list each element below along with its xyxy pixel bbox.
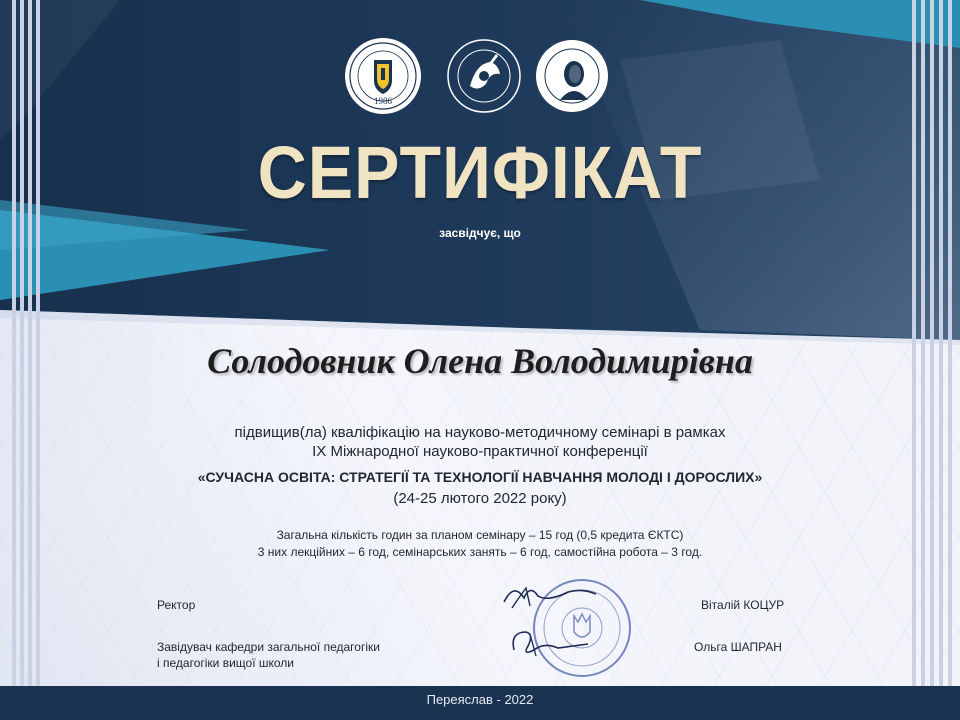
head-name: Ольга ШАПРАН bbox=[694, 640, 782, 654]
certificate-subtitle: засвідчує, що bbox=[439, 226, 521, 240]
hours-breakdown: 3 них лекційних – 6 год, семінарських занять – 6 год, самостійна робота – 3 год. bbox=[257, 545, 703, 559]
official-stamp-icon bbox=[500, 572, 640, 684]
recipient-name: Солодовник Олена Володимирівна bbox=[207, 341, 753, 381]
university-logo-icon bbox=[343, 36, 423, 116]
head-label bbox=[157, 639, 380, 671]
hours-line: Загальна кількість годин за планом семінару – 15 год (0,5 кредита ЄКТС) bbox=[276, 528, 684, 542]
logo-year: 1986 bbox=[374, 96, 392, 106]
conference-dates: (24-25 лютого 2022 року) bbox=[393, 490, 567, 507]
conference-title: «СУЧАСНА ОСВІТА: СТРАТЕГІЇ ТА ТЕХНОЛОГІЇ НАВЧАННЯ МОЛОДІ І ДОРОСЛИХ» bbox=[197, 469, 763, 485]
description-line: IX Міжнародної науково-практичної конференції bbox=[312, 443, 648, 460]
head-label-line: і педагогіки вищої школи bbox=[157, 656, 294, 670]
certificate-title: СЕРТИФІКАТ bbox=[257, 131, 703, 214]
rector-name: Віталій КОЦУР bbox=[701, 598, 785, 612]
footer-location-year: Переяслав - 2022 bbox=[426, 692, 534, 707]
faculty-logo-icon bbox=[444, 36, 524, 116]
head-label-line: Завідувач кафедри загальної педагогіки bbox=[157, 640, 380, 654]
description-line: підвищив(ла) кваліфікацію на науково-методичному семінарі в рамках bbox=[234, 424, 726, 441]
department-logo-icon bbox=[532, 36, 612, 116]
rector-label: Ректор bbox=[157, 598, 196, 612]
